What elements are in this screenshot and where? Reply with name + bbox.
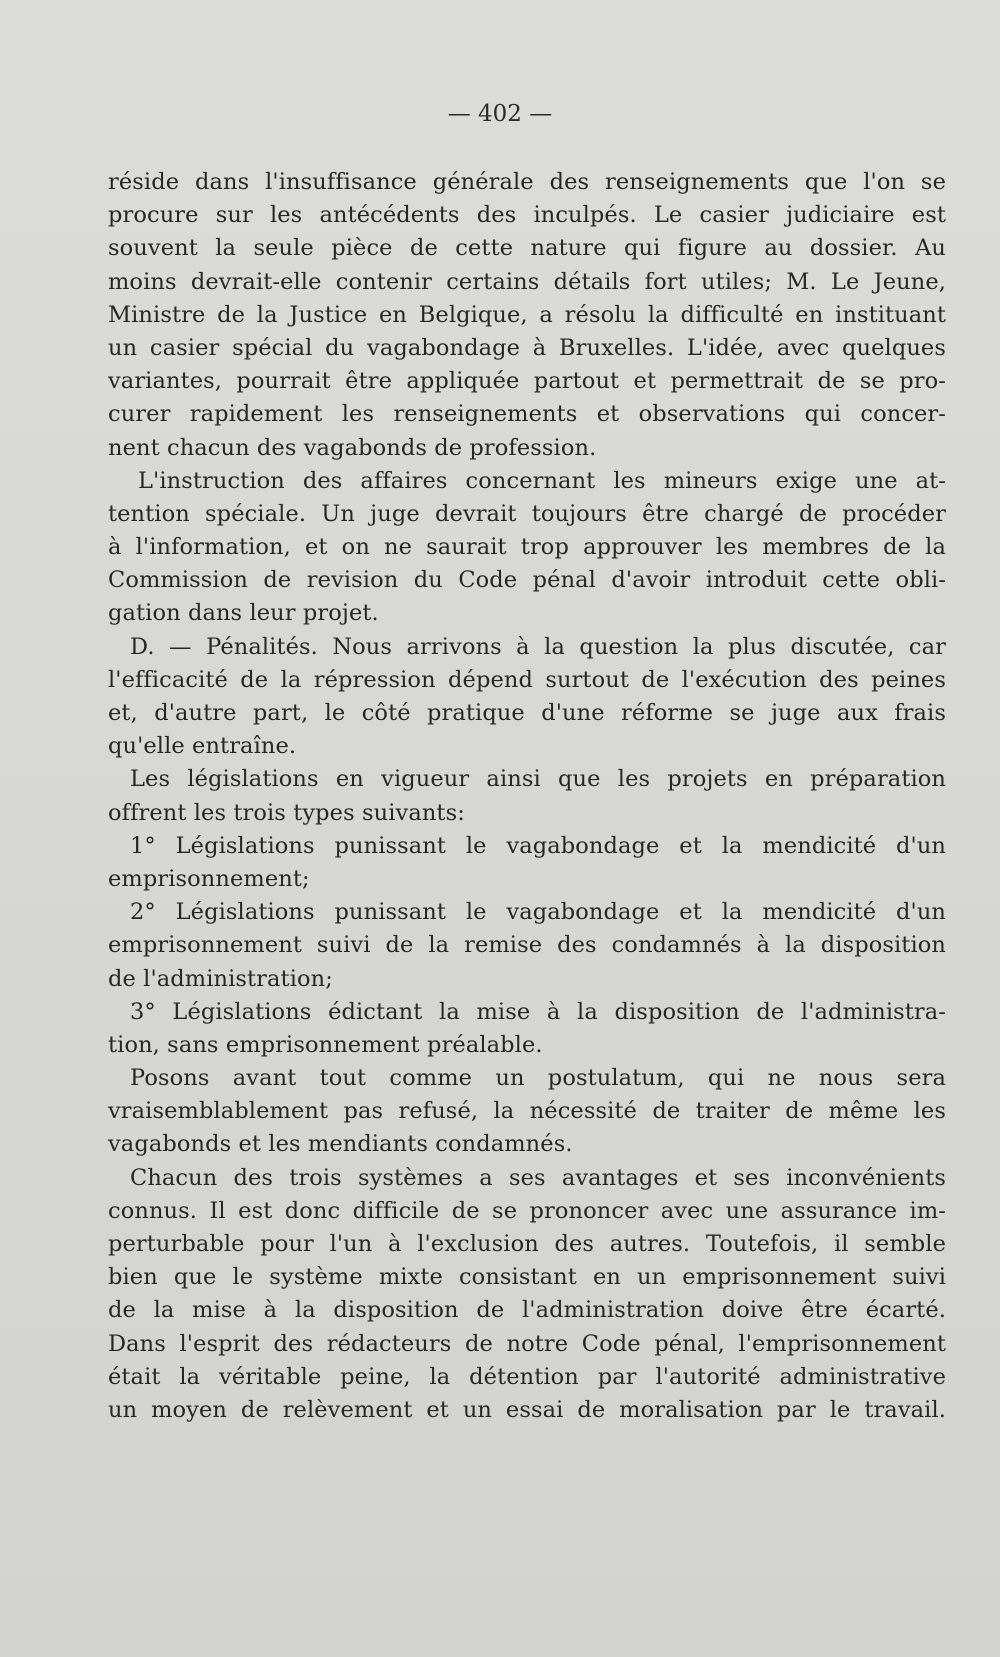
text-line: procure sur les antécédents des inculpés. Le casier judiciaire est bbox=[108, 202, 946, 229]
text-line: tention spéciale. Un juge devrait toujours être chargé de procéder bbox=[108, 500, 946, 527]
text-line: un moyen de relèvement et un essai de moralisation par le travail. bbox=[108, 1396, 946, 1423]
text-line: 1° Législations punissant le vagabondage et la mendicité d'un bbox=[130, 832, 946, 859]
text-line: Posons avant tout comme un postulatum, qui ne nous sera bbox=[130, 1065, 946, 1092]
text-line: qu'elle entraîne. bbox=[108, 733, 297, 760]
text-line: L'instruction des affaires concernant les mineurs exige une at- bbox=[138, 467, 946, 494]
text-line: de la mise à la disposition de l'administration doive être écarté. bbox=[108, 1297, 946, 1324]
text-line: Ministre de la Justice en Belgique, a résolu la difficulté en instituant bbox=[108, 301, 946, 328]
text-line: Dans l'esprit des rédacteurs de notre Code pénal, l'emprisonnement bbox=[108, 1330, 946, 1357]
text-line: emprisonnement suivi de la remise des condamnés à la disposition bbox=[108, 932, 946, 959]
text-line: à l'information, et on ne saurait trop approuver les membres de la bbox=[108, 534, 946, 561]
text-line: bien que le système mixte consistant en un emprisonnement suivi bbox=[108, 1264, 946, 1291]
text-line: vagabonds et les mendiants condamnés. bbox=[108, 1131, 573, 1158]
page-number: — 402 — bbox=[447, 101, 553, 127]
text-line: nent chacun des vagabonds de profession. bbox=[108, 434, 597, 461]
text-line: et, d'autre part, le côté pratique d'une réforme se juge aux frais bbox=[108, 700, 946, 726]
text-line: connus. Il est donc difficile de se prononcer avec une assurance im- bbox=[108, 1197, 946, 1224]
text-line: Les législations en vigueur ainsi que les projets en préparation bbox=[130, 766, 946, 793]
text-line: l'efficacité de la répression dépend surtout de l'exécution des peines bbox=[108, 666, 946, 693]
text-line: variantes, pourrait être appliquée partout et permettrait de se pro- bbox=[108, 368, 946, 395]
text-line: Chacun des trois systèmes a ses avantages et ses inconvénients bbox=[130, 1164, 946, 1191]
text-line: 3° Législations édictant la mise à la disposition de l'administra- bbox=[130, 998, 946, 1025]
text-line: un casier spécial du vagabondage à Bruxelles. L'idée, avec quelques bbox=[108, 334, 946, 361]
text-line: de l'administration; bbox=[108, 965, 333, 992]
text-line: tion, sans emprisonnement préalable. bbox=[108, 1031, 543, 1058]
text-line: perturbable pour l'un à l'exclusion des autres. Toutefois, il semble bbox=[108, 1231, 946, 1257]
text-line: 2° Législations punissant le vagabondage et la mendicité d'un bbox=[130, 899, 946, 926]
text-line: souvent la seule pièce de cette nature qui figure au dossier. Au bbox=[108, 235, 946, 262]
text-line: curer rapidement les renseignements et observations qui concer- bbox=[108, 401, 946, 428]
text-line: vraisemblablement pas refusé, la nécessité de traiter de même les bbox=[108, 1098, 946, 1125]
body-text bbox=[108, 166, 946, 1427]
text-line: gation dans leur projet. bbox=[108, 600, 379, 627]
text-line: Commission de revision du Code pénal d'avoir introduit cette obli- bbox=[108, 567, 946, 594]
text-line: réside dans l'insuffisance générale des renseignements que l'on se bbox=[108, 169, 946, 195]
text-line: D. — Pénalités. Nous arrivons à la question la plus discutée, car bbox=[130, 633, 946, 660]
text-line: emprisonnement; bbox=[108, 865, 310, 892]
text-line: offrent les trois types suivants: bbox=[108, 799, 465, 826]
text-line: moins devrait-elle contenir certains détails fort utiles; M. Le Jeune, bbox=[108, 268, 946, 295]
text-line: était la véritable peine, la détention par l'autorité administrative bbox=[108, 1363, 946, 1390]
